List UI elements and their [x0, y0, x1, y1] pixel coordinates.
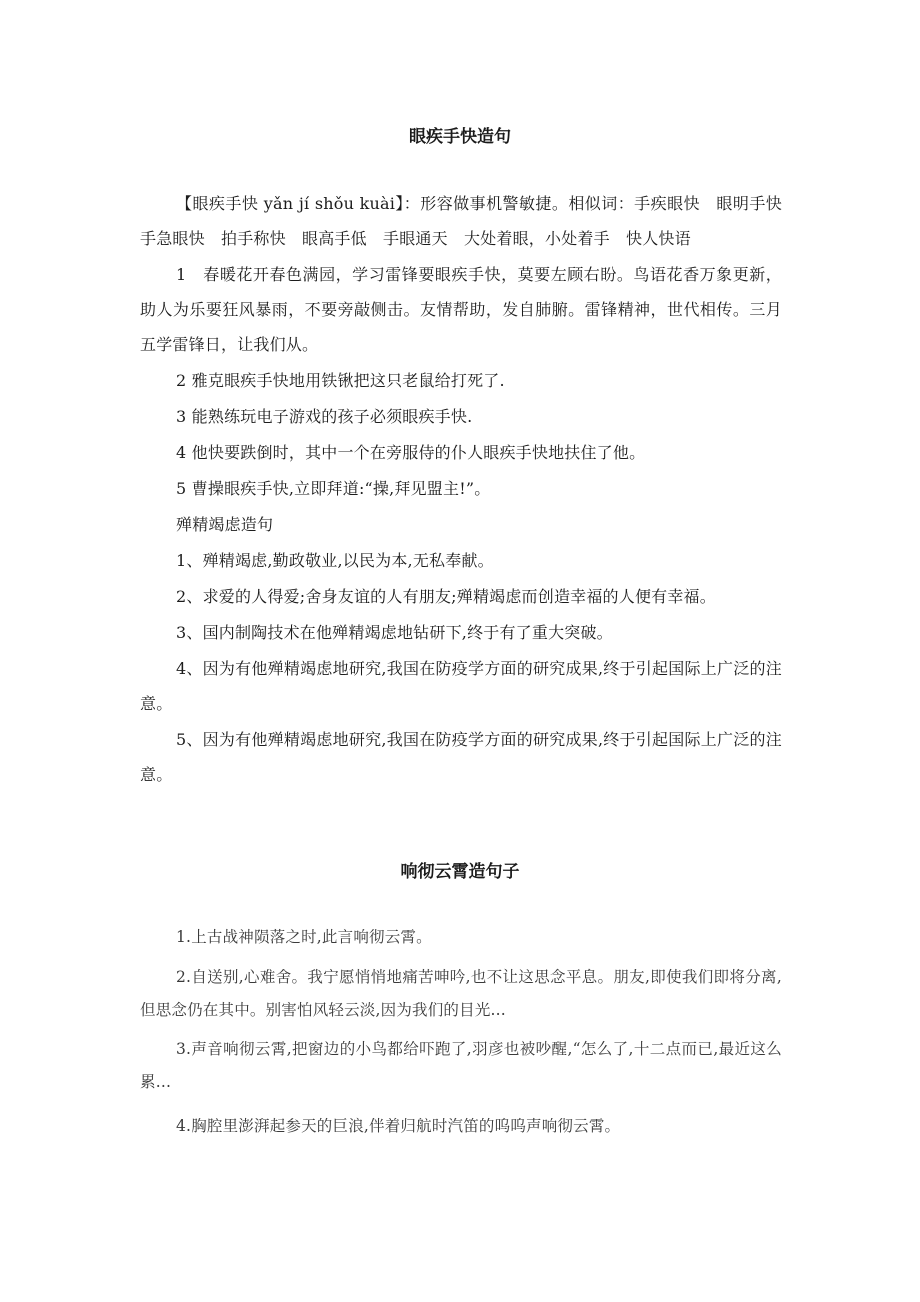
example-sentence: 3、国内制陶技术在他殚精竭虑地钻研下,终于有了重大突破。 [176, 623, 613, 642]
example-sentence: 3 能熟练玩电子游戏的孩子必须眼疾手快. [176, 407, 473, 426]
example-sentence: 5 曹操眼疾手快,立即拜道:“操,拜见盟主!”。 [176, 479, 491, 498]
section-title: 响彻云霄造句子 [400, 862, 520, 882]
example-sentence: 1.上古战神陨落之时,此言响彻云霄。 [176, 928, 432, 946]
example-sentence: 1、殚精竭虑,勤政敬业,以民为本,无私奉献。 [176, 551, 494, 570]
section-xiangcheyunxiao [140, 916, 782, 1148]
section-yanjishoukuai [140, 186, 799, 792]
example-sentence: 3.声音响彻云霄,把窗边的小鸟都给吓跑了,羽彦也被吵醒,“怎么了,十二点而已,最近这么累... [140, 1040, 782, 1091]
example-sentence: 4 他快要跌倒时，其中一个在旁服侍的仆人眼疾手快地扶住了他。 [176, 443, 646, 462]
example-sentence: 4、因为有他殚精竭虑地研究,我国在防疫学方面的研究成果,终于引起国际上广泛的注意。 [140, 659, 782, 713]
example-sentence: 1 春暖花开春色满园，学习雷锋要眼疾手快，莫要左顾右盼。鸟语花香万象更新，助人为乐要狂风暴雨，不要旁敲侧击。友情帮助，发自肺腑。雷锋精神，世代相传。三月五学雷锋日，让我们从。 [140, 265, 782, 354]
page-title: 眼疾手快造句 [409, 127, 511, 147]
example-sentence: 5、因为有他殚精竭虑地研究,我国在防疫学方面的研究成果,终于引起国际上广泛的注意。 [140, 730, 782, 784]
example-sentence: 2 雅克眼疾手快地用铁锹把这只老鼠给打死了. [176, 371, 505, 390]
example-sentence: 2、求爱的人得爱;舍身友谊的人有朋友;殚精竭虑而创造幸福的人便有幸福。 [176, 587, 716, 606]
subsection-heading: 殚精竭虑造句 [176, 515, 274, 534]
definition-paragraph: 【眼疾手快 yǎn jí shǒu kuài】：形容做事机警敏捷。相似词：手疾眼快 眼明手快 手急眼快 拍手称快 眼高手低 手眼通天 大处着眼，小处着手 快人快语 [140, 194, 799, 248]
example-sentence: 2.自送别,心难舍。我宁愿悄悄地痛苦呻吟,也不让这思念平息。朋友,即使我们即将分离,但思念仍在其中。别害怕风轻云淡,因为我们的目光... [140, 968, 782, 1019]
example-sentence: 4.胸腔里澎湃起参天的巨浪,伴着归航时汽笛的呜呜声响彻云霄。 [176, 1117, 621, 1135]
